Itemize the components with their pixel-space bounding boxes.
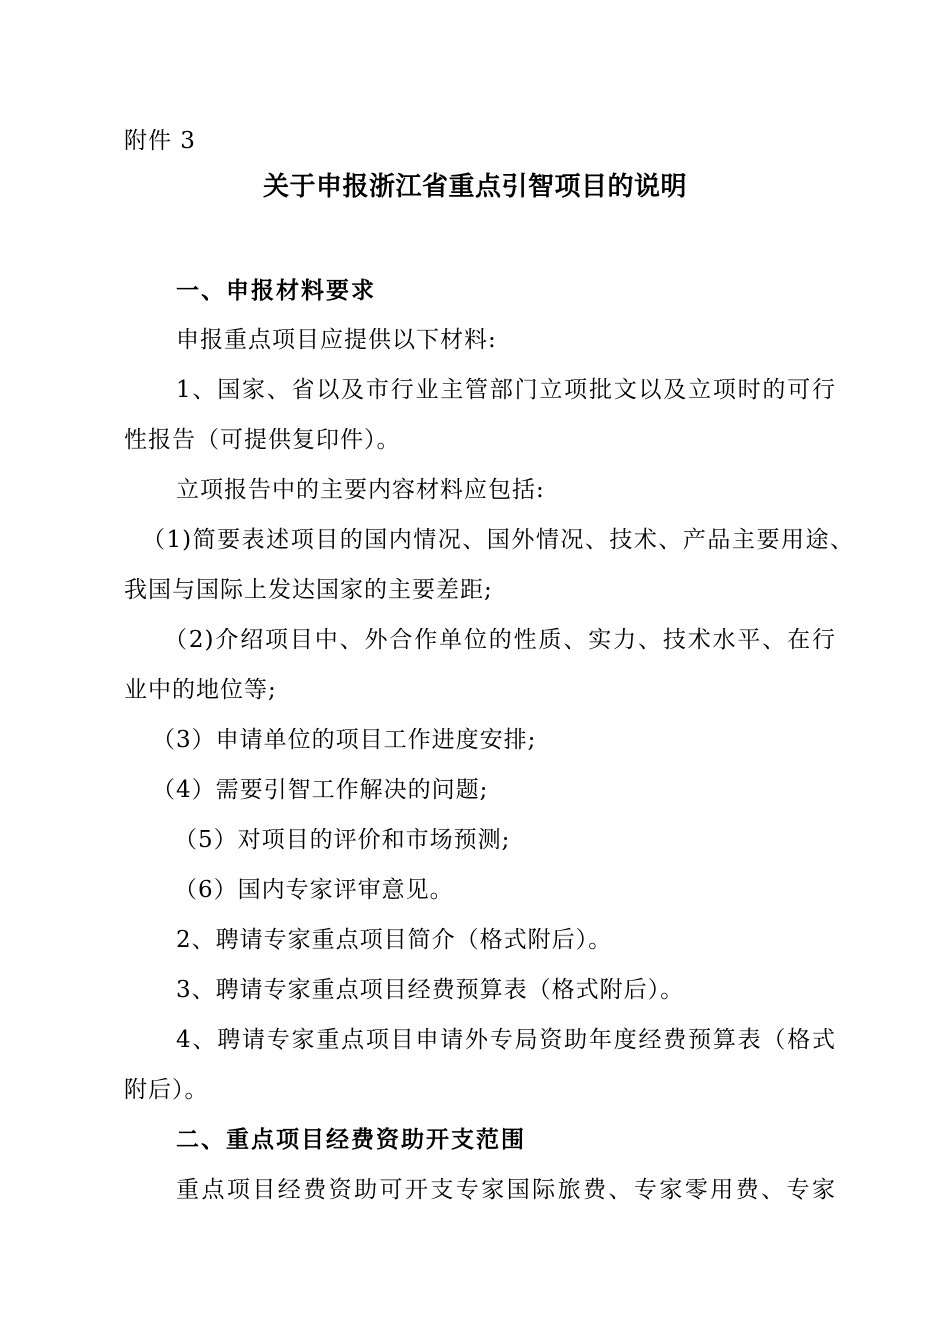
sub4: （4）需要引智工作解决的问题; [152,777,489,803]
sub1-line2: 我国与国际上发达国家的主要差距; [124,577,493,603]
section2-para-line1: 重点项目经费资助可开支专家国际旅费、专家零用费、专家 [176,1177,836,1203]
attachment-label: 附件 3 [124,128,196,154]
item4-line1: 4、聘请专家重点项目申请外专局资助年度经费预算表（格式 [176,1027,836,1053]
sub5: （5）对项目的评价和市场预测; [174,827,511,853]
sub3: （3）申请单位的项目工作进度安排; [152,727,537,753]
section2-heading: 二、重点项目经费资助开支范围 [176,1126,526,1153]
item3: 3、聘请专家重点项目经费预算表（格式附后）。 [176,977,685,1003]
item1-line1: 1、国家、省以及市行业主管部门立项批文以及立项时的可行 [176,377,836,403]
section1-intro: 申报重点项目应提供以下材料: [176,327,497,353]
sub6: （6）国内专家评审意见。 [174,877,454,903]
section1-heading: 一、申报材料要求 [176,277,376,304]
item4-line2: 附后）。 [124,1077,209,1103]
sub1-line1: （1)简要表述项目的国内情况、国外情况、技术、产品主要用途、 [142,527,854,553]
item2: 2、聘请专家重点项目简介（格式附后）。 [176,927,613,953]
sub2-line2: 业中的地位等; [124,677,277,703]
report-intro: 立项报告中的主要内容材料应包括: [176,477,545,503]
document-title: 关于申报浙江省重点引智项目的说明 [262,172,687,202]
sub2-line1: （2)介绍项目中、外合作单位的性质、实力、技术水平、在行 [164,627,836,653]
item1-line2: 性报告（可提供复印件）。 [124,427,401,453]
